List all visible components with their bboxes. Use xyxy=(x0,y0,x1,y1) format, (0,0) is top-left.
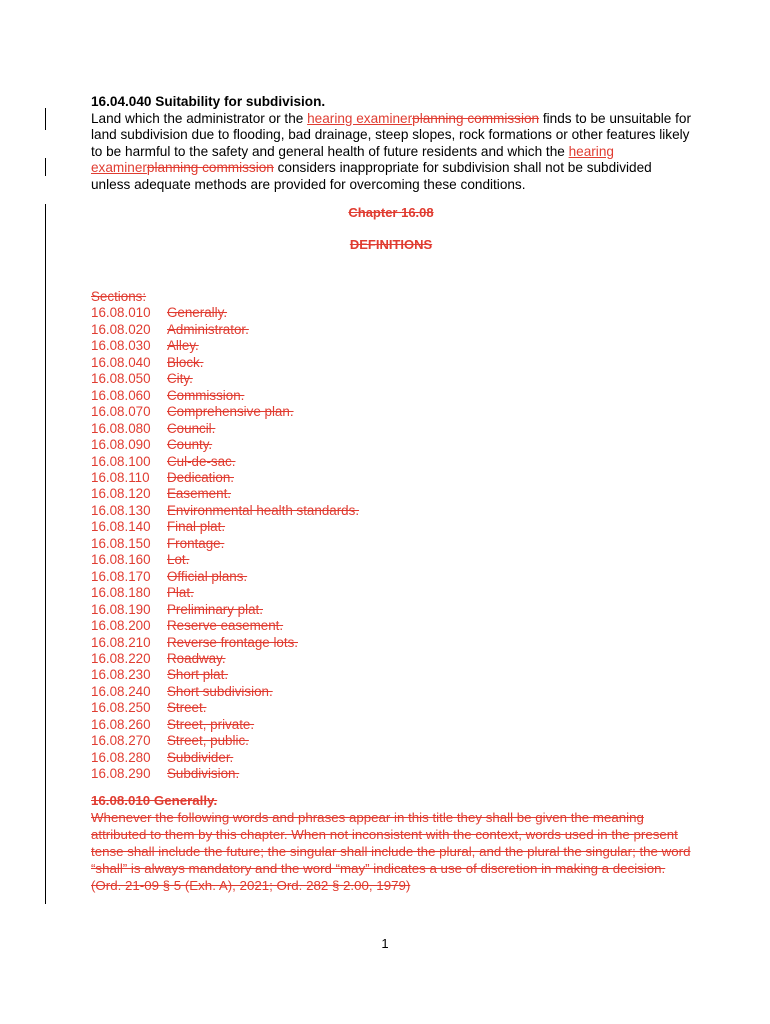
toc-item-title: Block. xyxy=(167,354,204,370)
toc-item-number: 16.08.270 xyxy=(91,733,151,749)
change-bar xyxy=(45,158,46,176)
toc-item xyxy=(91,355,691,371)
toc-item-title: Lot. xyxy=(167,552,190,568)
toc-item-title: Short plat. xyxy=(167,667,229,683)
toc-item xyxy=(91,421,691,437)
toc-item-title: Frontage. xyxy=(167,535,225,551)
page-content xyxy=(91,94,691,893)
toc-item-title: Generally. xyxy=(167,305,228,321)
toc-item xyxy=(91,371,691,387)
toc-item-number: 16.08.210 xyxy=(91,634,151,650)
toc-item-number: 16.08.080 xyxy=(91,420,151,436)
toc-item xyxy=(91,388,691,404)
toc-item-title: Cul-de-sac. xyxy=(167,453,236,469)
toc-item-number: 16.08.060 xyxy=(91,387,151,403)
toc-item-number: 16.08.250 xyxy=(91,700,151,716)
toc-item-number: 16.08.100 xyxy=(91,453,151,469)
toc-item xyxy=(91,618,691,634)
page-number: 1 xyxy=(381,936,389,951)
toc-item-title: City. xyxy=(167,371,193,387)
toc-item xyxy=(91,470,691,486)
inserted-text: hearing examiner xyxy=(91,143,614,175)
toc-item-number: 16.08.070 xyxy=(91,404,151,420)
toc-item-number: 16.08.240 xyxy=(91,683,151,699)
toc-item xyxy=(91,635,691,651)
toc-item-title: Plat. xyxy=(167,585,194,601)
toc-item xyxy=(91,486,691,502)
toc-item-number: 16.08.120 xyxy=(91,486,151,502)
change-bar xyxy=(45,108,46,130)
toc-item xyxy=(91,454,691,470)
toc-item-title: Street, public. xyxy=(167,733,249,749)
toc-item-number: 16.08.150 xyxy=(91,535,151,551)
toc-item-title: Final plat. xyxy=(167,519,226,535)
body-text: considers inappropriate for subdivision shall not be subdivided unless adequate methods are provided for overcoming these conditions. xyxy=(91,160,652,192)
toc-item-title: Comprehensive plan. xyxy=(167,404,294,420)
toc-item-number: 16.08.280 xyxy=(91,749,151,765)
toc-item-title: Street, private. xyxy=(167,716,255,732)
toc-item xyxy=(91,503,691,519)
toc-item-number: 16.08.230 xyxy=(91,667,151,683)
toc-item-title: Subdivider. xyxy=(167,749,234,765)
toc-item-number: 16.08.130 xyxy=(91,502,151,518)
body-text: finds to be unsuitable for land subdivision due to flooding, bad drainage, steep slopes, rock formations or other features likely to be harmful to the safety and general health of future residents and which the xyxy=(91,110,691,159)
toc-item xyxy=(91,305,691,321)
toc-item-number: 16.08.260 xyxy=(91,716,151,732)
sections-list xyxy=(91,289,691,783)
toc-item-number: 16.08.170 xyxy=(91,568,151,584)
toc-item-title: Official plans. xyxy=(167,568,248,584)
toc-item-number: 16.08.090 xyxy=(91,437,151,453)
toc-item xyxy=(91,667,691,683)
toc-item xyxy=(91,536,691,552)
sections-items xyxy=(91,305,691,782)
toc-item-number: 16.08.040 xyxy=(91,354,151,370)
toc-item-title: Administrator. xyxy=(167,321,249,337)
toc-item xyxy=(91,404,691,420)
toc-item xyxy=(91,602,691,618)
toc-item-title: Roadway. xyxy=(167,650,226,666)
toc-item xyxy=(91,651,691,667)
toc-item-number: 16.08.010 xyxy=(91,305,151,321)
toc-item-number: 16.08.050 xyxy=(91,371,151,387)
toc-item-number: 16.08.220 xyxy=(91,650,151,666)
toc-item-title: County. xyxy=(167,437,213,453)
definition-body: Whenever the following words and phrases appear in this title they shall be given the meaning attributed to them by this chapter. When not inconsistent with the context, words used in the present tense shall include the future; the singular shall include the plural, and the plural the singular; the word “shall” is always mandatory and the word “may” indicates a use of discretion in making a decision. (Ord. 21-09 § 5 (Exh. A), 2021; Ord. 282 § 2.00, 1979) xyxy=(91,810,691,893)
toc-item-title: Reserve easement. xyxy=(167,618,284,634)
toc-item-number: 16.08.190 xyxy=(91,601,151,617)
toc-item-number: 16.08.140 xyxy=(91,519,151,535)
toc-item xyxy=(91,585,691,601)
toc-item xyxy=(91,322,691,338)
toc-item-title: Street. xyxy=(167,700,207,716)
toc-item-title: Preliminary plat. xyxy=(167,601,263,617)
toc-item-title: Easement. xyxy=(167,486,232,502)
toc-item-number: 16.08.160 xyxy=(91,552,151,568)
toc-item xyxy=(91,684,691,700)
toc-item-title: Council. xyxy=(167,420,216,436)
toc-item-number: 16.08.180 xyxy=(91,585,151,601)
section-body xyxy=(91,111,691,194)
toc-item-number: 16.08.030 xyxy=(91,338,151,354)
toc-item xyxy=(91,700,691,716)
definition-heading: 16.08.010 Generally. xyxy=(91,793,218,808)
toc-item-number: 16.08.200 xyxy=(91,618,151,634)
toc-item xyxy=(91,519,691,535)
toc-item-number: 16.08.110 xyxy=(91,469,150,485)
toc-item xyxy=(91,766,691,782)
toc-item-title: Subdivision. xyxy=(167,766,240,782)
toc-item-number: 16.08.290 xyxy=(91,766,151,782)
chapter-title: DEFINITIONS xyxy=(349,237,433,252)
toc-item-title: Alley. xyxy=(167,338,199,354)
toc-item xyxy=(91,569,691,585)
toc-item-title: Reverse frontage lots. xyxy=(167,634,298,650)
inserted-text: hearing examiner xyxy=(307,110,413,126)
toc-item-title: Dedication. xyxy=(167,469,234,485)
section-heading: 16.04.040 Suitability for subdivision. xyxy=(91,94,326,109)
deleted-text: planning commission xyxy=(146,160,274,175)
definition-section xyxy=(91,792,691,894)
toc-item xyxy=(91,338,691,354)
toc-item xyxy=(91,733,691,749)
toc-item-title: Environmental health standards. xyxy=(167,502,360,518)
change-bar xyxy=(45,204,46,904)
toc-item xyxy=(91,717,691,733)
deleted-text: planning commission xyxy=(412,110,540,126)
body-text: Land which the administrator or the xyxy=(91,110,308,126)
toc-item-number: 16.08.020 xyxy=(91,321,151,337)
sections-label: Sections: xyxy=(91,289,147,304)
chapter-number: Chapter 16.08 xyxy=(348,205,434,220)
toc-item-title: Short subdivision. xyxy=(167,683,273,699)
toc-item xyxy=(91,750,691,766)
toc-item xyxy=(91,437,691,453)
toc-item xyxy=(91,552,691,568)
toc-item-title: Commission. xyxy=(167,387,245,403)
